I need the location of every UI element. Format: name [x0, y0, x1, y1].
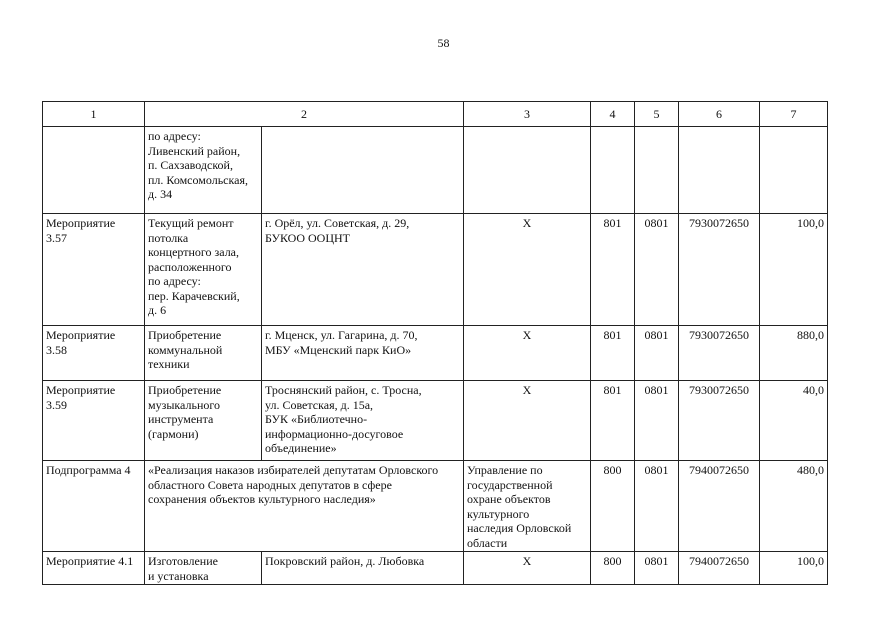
amount-cell: 880,0 — [760, 326, 828, 381]
executor-cell: Х — [464, 326, 591, 381]
table-row — [43, 214, 828, 326]
executor-cell: Х — [464, 381, 591, 461]
header-cell: 2 — [145, 102, 464, 127]
header-cell: 7 — [760, 102, 828, 127]
table-row — [43, 381, 828, 461]
section-cell: 0801 — [635, 326, 679, 381]
code-cell: 800 — [591, 552, 635, 585]
target-article-cell: 7940072650 — [679, 461, 760, 552]
code-cell: 801 — [591, 381, 635, 461]
subprogram-title: «Реализация наказов избирателей депутатам Орловского областного Совета народных депутатов в сфере сохранения объектов культурного наследия» — [145, 461, 464, 552]
activity-description: Приобретение коммунальной техники — [145, 326, 262, 381]
executor-cell: Х — [464, 214, 591, 326]
header-cell: 5 — [635, 102, 679, 127]
code-cell: 800 — [591, 461, 635, 552]
activity-location: Покровский район, д. Любовка — [262, 552, 464, 585]
table-header-row — [43, 102, 828, 127]
section-cell: 0801 — [635, 381, 679, 461]
target-article-cell: 7940072650 — [679, 552, 760, 585]
activity-name: Мероприятие 3.57 — [43, 214, 145, 326]
activity-name: Мероприятие 3.58 — [43, 326, 145, 381]
amount-cell: 480,0 — [760, 461, 828, 552]
activity-location: г. Мценск, ул. Гагарина, д. 70, МБУ «Мценский парк КиО» — [262, 326, 464, 381]
table-row — [43, 552, 828, 585]
amount-cell: 40,0 — [760, 381, 828, 461]
amount-cell — [760, 127, 828, 214]
table-row — [43, 127, 828, 214]
amount-cell: 100,0 — [760, 552, 828, 585]
header-cell: 3 — [464, 102, 591, 127]
section-cell: 0801 — [635, 214, 679, 326]
activity-description: по адресу: Ливенский район, п. Сахзаводской, пл. Комсомольская, д. 34 — [145, 127, 262, 214]
executor-cell — [464, 127, 591, 214]
activity-location — [262, 127, 464, 214]
subprogram-name: Подпрограмма 4 — [43, 461, 145, 552]
code-cell: 801 — [591, 326, 635, 381]
activity-name: Мероприятие 4.1 — [43, 552, 145, 585]
target-article-cell: 7930072650 — [679, 326, 760, 381]
activity-name: Мероприятие 3.59 — [43, 381, 145, 461]
target-article-cell — [679, 127, 760, 214]
amount-cell: 100,0 — [760, 214, 828, 326]
activity-name — [43, 127, 145, 214]
header-cell: 4 — [591, 102, 635, 127]
executor-cell: Управление по государственной охране объектов культурного наследия Орловской области — [464, 461, 591, 552]
table-row — [43, 326, 828, 381]
section-cell: 0801 — [635, 552, 679, 585]
header-cell: 1 — [43, 102, 145, 127]
header-cell: 6 — [679, 102, 760, 127]
section-cell: 0801 — [635, 461, 679, 552]
subprogram-row — [43, 461, 828, 552]
activity-location: Троснянский район, с. Тросна, ул. Советская, д. 15а, БУК «Библиотечно- информационно-досуговое объединение» — [262, 381, 464, 461]
budget-table — [42, 101, 828, 585]
page-number: 58 — [437, 36, 450, 50]
code-cell: 801 — [591, 214, 635, 326]
activity-location: г. Орёл, ул. Советская, д. 29, БУКОО ООЦНТ — [262, 214, 464, 326]
target-article-cell: 7930072650 — [679, 381, 760, 461]
target-article-cell: 7930072650 — [679, 214, 760, 326]
code-cell — [591, 127, 635, 214]
activity-description: Приобретение музыкального инструмента (гармони) — [145, 381, 262, 461]
executor-cell: Х — [464, 552, 591, 585]
activity-description: Изготовление и установка — [145, 552, 262, 585]
activity-description: Текущий ремонт потолка концертного зала, расположенного по адресу: пер. Карачевский, д. 6 — [145, 214, 262, 326]
section-cell — [635, 127, 679, 214]
